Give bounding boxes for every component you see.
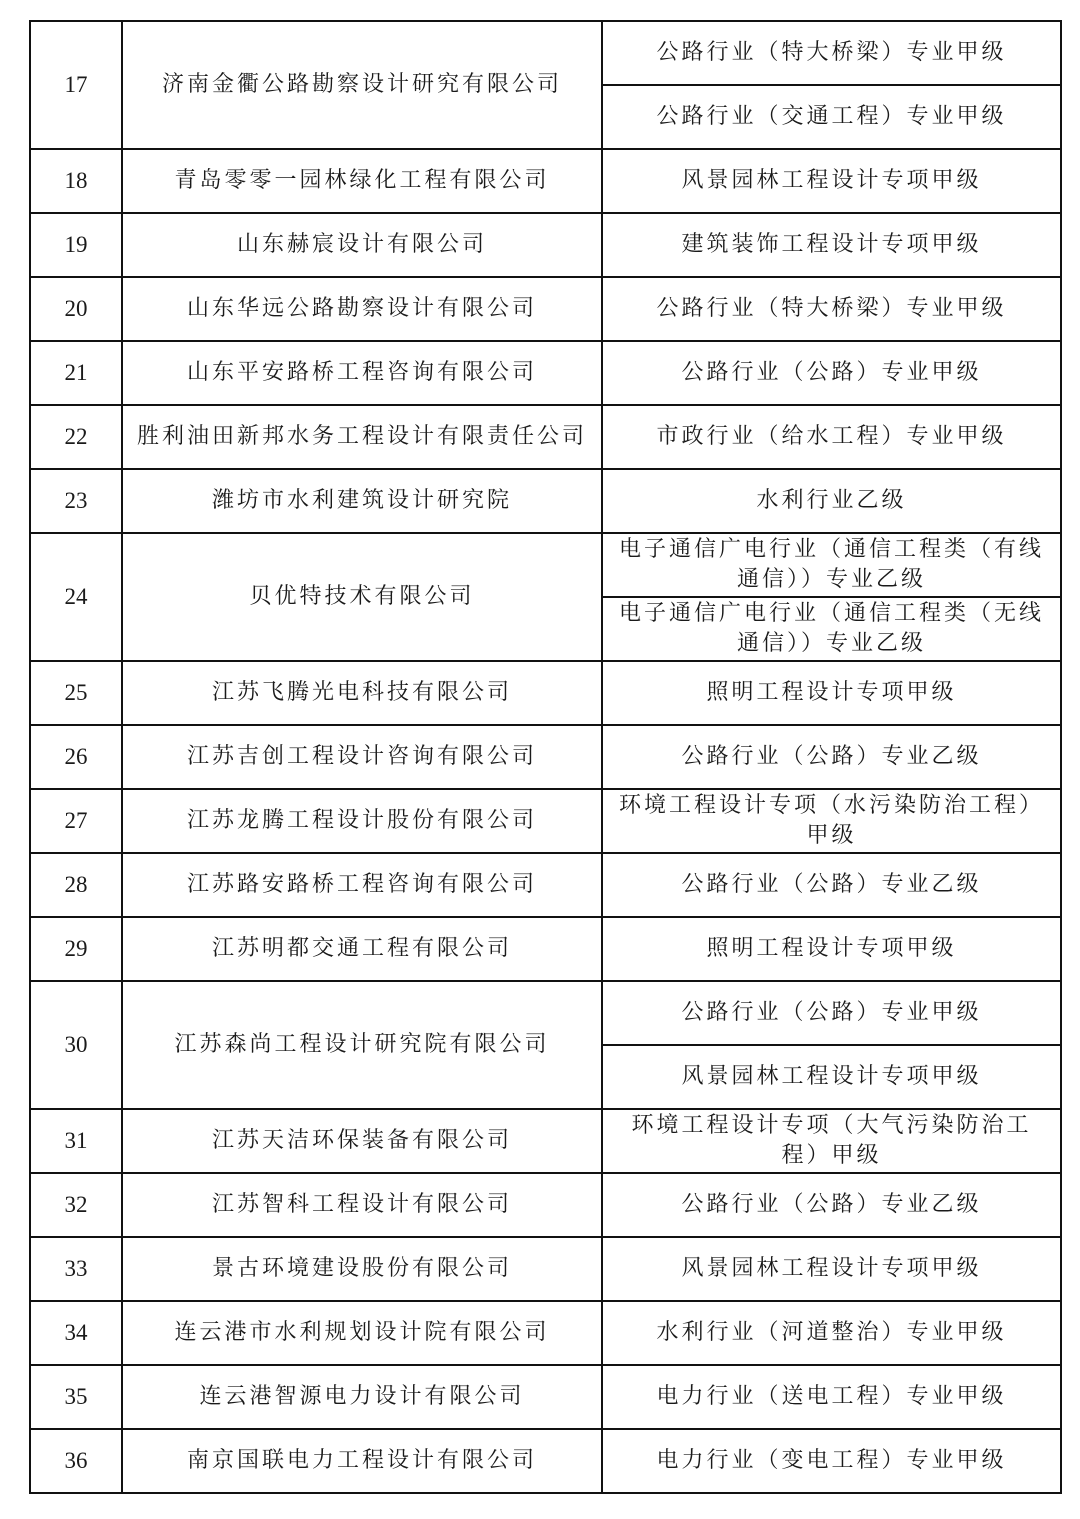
company-name: 山东赫宸设计有限公司	[122, 213, 602, 277]
table-row	[30, 1237, 1061, 1301]
qualification-cell: 照明工程设计专项甲级	[602, 917, 1061, 981]
row-number: 19	[30, 213, 122, 277]
qualification-cell: 风景园林工程设计专项甲级	[602, 1045, 1061, 1109]
row-number: 20	[30, 277, 122, 341]
company-name: 青岛零零一园林绿化工程有限公司	[122, 149, 602, 213]
table-row	[30, 1109, 1061, 1173]
qualification-cell: 水利行业乙级	[602, 469, 1061, 533]
company-name: 景古环境建设股份有限公司	[122, 1237, 602, 1301]
qualification-cell: 市政行业（给水工程）专业甲级	[602, 405, 1061, 469]
qualification-cell: 环境工程设计专项（水污染防治工程）甲级	[602, 789, 1061, 853]
row-number: 30	[30, 981, 122, 1109]
table-row	[30, 789, 1061, 853]
table-row	[30, 21, 1061, 85]
row-number: 18	[30, 149, 122, 213]
table-row	[30, 533, 1061, 597]
qualification-table-container	[29, 20, 1060, 1494]
table-row	[30, 725, 1061, 789]
company-name: 潍坊市水利建筑设计研究院	[122, 469, 602, 533]
company-name: 江苏路安路桥工程咨询有限公司	[122, 853, 602, 917]
row-number: 25	[30, 661, 122, 725]
qualification-cell: 照明工程设计专项甲级	[602, 661, 1061, 725]
qualification-cell: 水利行业（河道整治）专业甲级	[602, 1301, 1061, 1365]
qualification-cell: 公路行业（公路）专业甲级	[602, 981, 1061, 1045]
row-number: 28	[30, 853, 122, 917]
table-row	[30, 1429, 1061, 1493]
qualification-cell: 环境工程设计专项（大气污染防治工程）甲级	[602, 1109, 1061, 1173]
company-name: 江苏智科工程设计有限公司	[122, 1173, 602, 1237]
row-number: 35	[30, 1365, 122, 1429]
company-name: 胜利油田新邦水务工程设计有限责任公司	[122, 405, 602, 469]
row-number: 34	[30, 1301, 122, 1365]
table-row	[30, 1301, 1061, 1365]
qualification-cell: 电子通信广电行业（通信工程类（有线通信））专业乙级	[602, 533, 1061, 597]
row-number: 17	[30, 21, 122, 149]
company-name: 江苏明都交通工程有限公司	[122, 917, 602, 981]
qualification-cell: 公路行业（公路）专业乙级	[602, 853, 1061, 917]
company-name: 江苏飞腾光电科技有限公司	[122, 661, 602, 725]
company-name: 南京国联电力工程设计有限公司	[122, 1429, 602, 1493]
table-row	[30, 661, 1061, 725]
row-number: 26	[30, 725, 122, 789]
qualification-cell: 建筑装饰工程设计专项甲级	[602, 213, 1061, 277]
row-number: 21	[30, 341, 122, 405]
row-number: 29	[30, 917, 122, 981]
row-number: 27	[30, 789, 122, 853]
qualification-cell: 风景园林工程设计专项甲级	[602, 1237, 1061, 1301]
company-name: 江苏吉创工程设计咨询有限公司	[122, 725, 602, 789]
row-number: 31	[30, 1109, 122, 1173]
table-row	[30, 149, 1061, 213]
table-row	[30, 213, 1061, 277]
company-name: 江苏天洁环保装备有限公司	[122, 1109, 602, 1173]
qualification-cell: 公路行业（公路）专业甲级	[602, 341, 1061, 405]
table-row	[30, 917, 1061, 981]
company-name: 江苏森尚工程设计研究院有限公司	[122, 981, 602, 1109]
company-name: 山东平安路桥工程咨询有限公司	[122, 341, 602, 405]
table-row	[30, 405, 1061, 469]
company-name: 连云港市水利规划设计院有限公司	[122, 1301, 602, 1365]
qualification-cell: 公路行业（特大桥梁）专业甲级	[602, 277, 1061, 341]
qualification-table	[29, 20, 1062, 1494]
row-number: 23	[30, 469, 122, 533]
company-name: 山东华远公路勘察设计有限公司	[122, 277, 602, 341]
company-name: 连云港智源电力设计有限公司	[122, 1365, 602, 1429]
qualification-cell: 风景园林工程设计专项甲级	[602, 149, 1061, 213]
table-row	[30, 1365, 1061, 1429]
table-row	[30, 469, 1061, 533]
table-row	[30, 981, 1061, 1045]
qualification-cell: 公路行业（特大桥梁）专业甲级	[602, 21, 1061, 85]
company-name: 江苏龙腾工程设计股份有限公司	[122, 789, 602, 853]
table-row	[30, 341, 1061, 405]
qualification-cell: 电子通信广电行业（通信工程类（无线通信））专业乙级	[602, 597, 1061, 661]
table-row	[30, 1173, 1061, 1237]
row-number: 33	[30, 1237, 122, 1301]
row-number: 32	[30, 1173, 122, 1237]
qualification-cell: 电力行业（变电工程）专业甲级	[602, 1429, 1061, 1493]
qualification-cell: 公路行业（交通工程）专业甲级	[602, 85, 1061, 149]
row-number: 36	[30, 1429, 122, 1493]
row-number: 24	[30, 533, 122, 661]
qualification-cell: 公路行业（公路）专业乙级	[602, 725, 1061, 789]
row-number: 22	[30, 405, 122, 469]
table-row	[30, 277, 1061, 341]
qualification-cell: 公路行业（公路）专业乙级	[602, 1173, 1061, 1237]
qualification-cell: 电力行业（送电工程）专业甲级	[602, 1365, 1061, 1429]
company-name: 济南金衢公路勘察设计研究有限公司	[122, 21, 602, 149]
company-name: 贝优特技术有限公司	[122, 533, 602, 661]
table-row	[30, 853, 1061, 917]
